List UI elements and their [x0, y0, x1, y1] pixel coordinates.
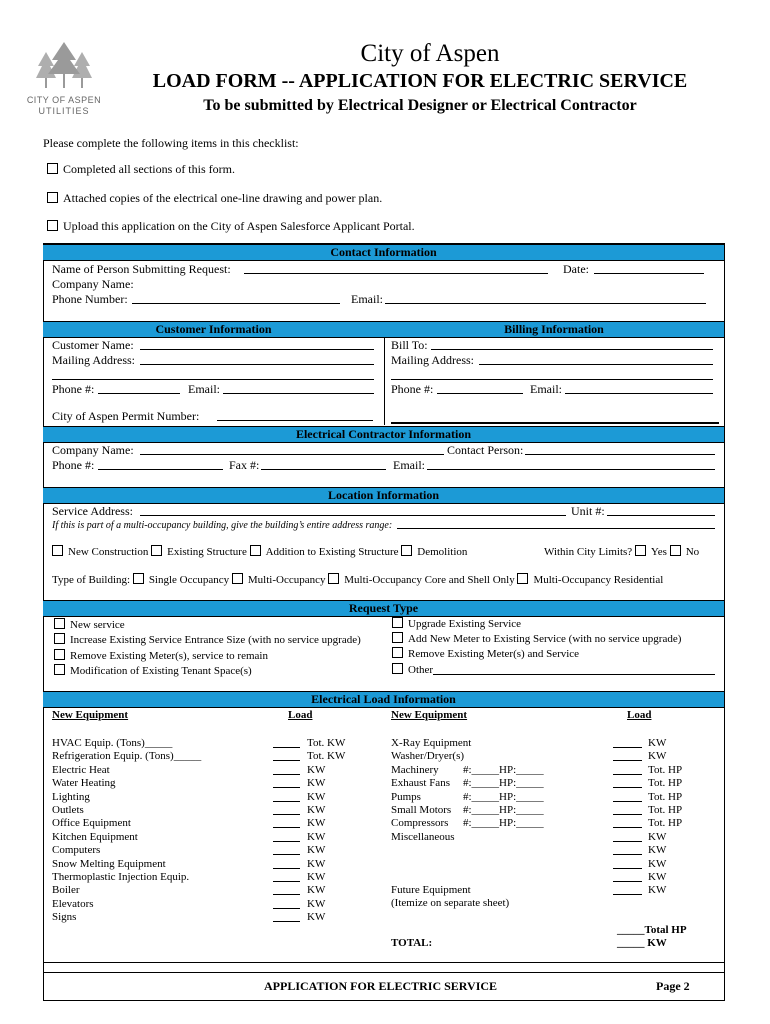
customer-mailing-field-2[interactable] — [52, 379, 374, 380]
load-left-unit: Tot. KW — [307, 750, 346, 763]
load-left-field[interactable] — [273, 854, 300, 855]
load-left-unit: KW — [307, 844, 326, 857]
customer-email-field[interactable] — [223, 393, 374, 394]
load-right-unit: KW — [648, 857, 667, 870]
checkbox[interactable] — [47, 192, 58, 203]
billing-heading: Billing Information — [504, 322, 604, 336]
total-label: TOTAL: — [391, 937, 433, 949]
load-left-field[interactable] — [273, 894, 300, 895]
load-right-field[interactable] — [613, 787, 642, 788]
load-left-unit: KW — [307, 871, 326, 883]
request-other[interactable]: Other — [392, 663, 433, 677]
contact-header: Contact Information — [43, 244, 724, 261]
load-right-col-load: Load — [627, 709, 652, 721]
load-right-unit: KW — [648, 884, 667, 897]
request-remove-meter[interactable]: Remove Existing Meter(s), service to remain — [54, 649, 268, 663]
checklist-intro: Please complete the following items in this checklist: — [43, 136, 299, 150]
billing-to-field[interactable] — [431, 349, 713, 350]
contractor-contact-label: Contact Person: — [447, 443, 524, 457]
load-left-item: Refrigeration Equip. (Tons)_____ — [52, 750, 202, 763]
customer-email-label: Email: — [188, 382, 220, 396]
contractor-fax-label: Fax #: — [229, 458, 260, 472]
load-right-field[interactable] — [613, 801, 642, 802]
load-right-item: Miscellaneous — [391, 830, 455, 843]
billing-mailing-field-2[interactable] — [391, 379, 713, 380]
load-left-unit: Tot. KW — [307, 737, 346, 749]
header-city: City of Aspen — [360, 40, 500, 67]
load-right-item: Exhaust Fans — [391, 777, 450, 790]
service-address-field[interactable] — [140, 515, 566, 516]
address-range-field[interactable] — [397, 528, 715, 529]
unit-field[interactable] — [607, 515, 715, 516]
load-right-field[interactable] — [613, 747, 642, 748]
work-demolition[interactable]: Demolition — [401, 546, 467, 558]
request-increase-service[interactable]: Increase Existing Service Entrance Size (with no service upgrade) — [54, 633, 361, 647]
load-right-unit: KW — [648, 750, 667, 763]
load-right-unit: KW — [648, 844, 667, 857]
checklist-item-3[interactable]: Upload this application on the City of Aspen Salesforce Applicant Portal. — [47, 219, 415, 233]
contractor-email-field[interactable] — [427, 469, 715, 470]
load-left-field[interactable] — [273, 747, 300, 748]
building-single[interactable]: Single Occupancy — [133, 574, 229, 586]
load-right-item: Washer/Dryer(s) — [391, 750, 465, 763]
load-left-col-equipment: New Equipment — [52, 709, 129, 721]
load-left-unit: KW — [307, 830, 326, 843]
customer-heading: Customer Information — [155, 322, 272, 336]
page-subtitle: To be submitted by Electrical Designer or Electrical Contractor — [203, 97, 637, 114]
load-left-item: HVAC Equip. (Tons)_____ — [52, 737, 173, 749]
customer-phone-label: Phone #: — [52, 382, 95, 396]
load-header: Electrical Load Information — [43, 691, 724, 708]
load-right-field[interactable] — [613, 760, 642, 761]
load-right-item: Machinery — [391, 763, 439, 776]
building-multi[interactable]: Multi-Occupancy — [232, 574, 326, 586]
load-right-hp[interactable]: #:_____HP:_____ — [463, 777, 544, 790]
load-left-field[interactable] — [273, 801, 300, 802]
load-right-unit: Tot. HP — [648, 763, 683, 776]
contact-company-label: Company Name: — [52, 277, 134, 291]
load-right-unit: Tot. HP — [648, 817, 683, 830]
contact-date-field[interactable] — [594, 273, 704, 274]
contractor-contact-field[interactable] — [525, 454, 715, 455]
work-type-row — [52, 545, 467, 559]
load-left-item: Boiler — [52, 884, 80, 897]
load-left-unit: KW — [307, 777, 326, 790]
load-right-unit: KW — [648, 737, 667, 749]
load-right-item: Small Motors — [391, 804, 452, 816]
load-right-field[interactable] — [613, 814, 642, 815]
request-add-meter[interactable]: Add New Meter to Existing Service (with no service upgrade) — [392, 632, 681, 646]
building-type-row: Type of Building: Single Occupancy Multi-Occupancy Multi-Occupancy Core and Shell Only Multi-Occupancy Residential — [52, 574, 664, 586]
contractor-company-label: Company Name: — [52, 443, 134, 457]
load-right-unit: KW — [648, 830, 667, 843]
column-divider — [384, 337, 385, 425]
load-right-unit: KW — [648, 871, 667, 883]
billing-phone-label: Phone #: — [391, 382, 434, 396]
customer-permit-label: City of Aspen Permit Number: — [52, 409, 200, 423]
address-range-note: If this is part of a multi-occupancy building, give the building’s entire address range: — [52, 520, 393, 531]
load-left-field[interactable] — [273, 760, 300, 761]
contact-email-label: Email: — [351, 292, 383, 306]
billing-email-label: Email: — [530, 382, 562, 396]
load-right-item: Compressors — [391, 817, 449, 830]
contact-phone-field[interactable] — [132, 303, 340, 304]
logo-line-1: CITY OF ASPEN — [26, 95, 102, 105]
load-right-unit: Tot. HP — [648, 777, 683, 790]
contractor-company-field[interactable] — [140, 454, 444, 455]
work-addition[interactable]: Addition to Existing Structure — [250, 546, 399, 558]
load-left-unit: KW — [307, 857, 326, 870]
load-right-col-equipment: New Equipment — [391, 709, 468, 721]
page-title: LOAD FORM -- APPLICATION FOR ELECTRIC SERVICE — [152, 70, 688, 92]
load-right-field[interactable] — [613, 868, 642, 869]
contact-email-field[interactable] — [385, 303, 706, 304]
request-new-service[interactable]: New service — [54, 618, 125, 632]
customer-name-field[interactable] — [140, 349, 374, 350]
load-left-item: Thermoplastic Injection Equip. — [52, 871, 190, 883]
load-left-field[interactable] — [273, 814, 300, 815]
load-left-field[interactable] — [273, 908, 300, 909]
load-right-field[interactable] — [613, 841, 642, 842]
load-right-field[interactable] — [613, 881, 642, 882]
city-limits-yes[interactable]: Yes — [635, 546, 667, 558]
footer-divider-1 — [43, 962, 724, 963]
billing-mailing-field[interactable] — [479, 364, 713, 365]
load-left-item: Office Equipment — [52, 817, 131, 830]
load-right-item: Pumps — [391, 790, 421, 803]
load-left-unit: KW — [307, 911, 326, 924]
billing-extra-field[interactable] — [391, 422, 719, 424]
load-right-hp[interactable]: #:_____HP:_____ — [463, 817, 544, 830]
load-left-field[interactable] — [273, 774, 300, 775]
load-right-unit: Tot. HP — [648, 790, 683, 803]
load-left-item: Lighting — [52, 790, 90, 803]
load-left-unit: KW — [307, 817, 326, 830]
load-left-item: Signs — [52, 911, 77, 924]
load-left-item: Water Heating — [52, 777, 116, 790]
load-left-field[interactable] — [273, 921, 300, 922]
total-hp-field[interactable]: _____Total HP — [617, 924, 687, 936]
load-left-field[interactable] — [273, 881, 300, 882]
contact-name-field[interactable] — [244, 273, 548, 274]
load-right-hp[interactable]: #:_____HP:_____ — [463, 790, 544, 803]
logo-line-2: UTILITIES — [38, 106, 90, 116]
load-right-field[interactable] — [613, 894, 642, 895]
load-left-item: Kitchen Equipment — [52, 830, 138, 843]
request-remove-meter-service[interactable]: Remove Existing Meter(s) and Service — [392, 647, 579, 661]
billing-mailing-label: Mailing Address: — [391, 353, 474, 367]
city-limits-no[interactable]: No — [670, 546, 699, 558]
contractor-header: Electrical Contractor Information — [43, 426, 724, 443]
load-right-field[interactable] — [613, 774, 642, 775]
load-left-unit: KW — [307, 763, 326, 776]
work-existing-structure[interactable]: Existing Structure — [151, 546, 247, 558]
contact-name-label: Name of Person Submitting Request: — [52, 262, 231, 276]
load-left-item: Electric Heat — [52, 763, 110, 776]
page-number: Page 2 — [656, 979, 690, 993]
customer-phone-field[interactable] — [98, 393, 180, 394]
billing-email-field[interactable] — [565, 393, 713, 394]
load-right-field[interactable] — [613, 827, 642, 828]
itemize-note: (Itemize on separate sheet) — [391, 897, 510, 909]
request-modification[interactable]: Modification of Existing Tenant Space(s) — [54, 664, 252, 678]
building-core-shell[interactable]: Multi-Occupancy Core and Shell Only — [328, 574, 514, 586]
load-left-field[interactable] — [273, 827, 300, 828]
load-left-unit: KW — [307, 790, 326, 803]
city-limits-row: Within City Limits? Yes No — [544, 546, 700, 558]
load-left-col-load: Load — [288, 709, 313, 721]
customer-permit-field[interactable] — [217, 420, 373, 421]
request-upgrade-service[interactable]: Upgrade Existing Service — [392, 617, 521, 631]
load-left-field[interactable] — [273, 868, 300, 869]
load-right-unit: Tot. HP — [648, 804, 683, 816]
building-residential[interactable]: Multi-Occupancy Residential — [517, 574, 663, 586]
load-left-field[interactable] — [273, 841, 300, 842]
load-right-hp[interactable]: #:_____HP:_____ — [463, 763, 544, 776]
unit-label: Unit #: — [571, 504, 605, 518]
billing-phone-field[interactable] — [437, 393, 523, 394]
load-left-unit: KW — [307, 897, 326, 910]
load-left-item: Outlets — [52, 804, 84, 816]
load-right-item: Future Equipment — [391, 884, 471, 897]
load-left-item: Elevators — [52, 897, 94, 910]
footer-divider-2 — [43, 972, 724, 973]
customer-mailing-label: Mailing Address: — [52, 353, 135, 367]
footer-title: APPLICATION FOR ELECTRIC SERVICE — [264, 979, 498, 993]
customer-billing-header — [43, 321, 724, 338]
contractor-phone-label: Phone #: — [52, 458, 95, 472]
checklist-item-1[interactable]: Completed all sections of this form. — [47, 162, 235, 176]
contact-phone-label: Phone Number: — [52, 292, 128, 306]
checkbox[interactable] — [47, 163, 58, 174]
load-right-item: X-Ray Equipment — [391, 737, 472, 749]
load-right-hp[interactable]: #:_____HP:_____ — [463, 804, 544, 816]
contact-date-label: Date: — [563, 262, 589, 276]
load-left-unit: KW — [307, 884, 326, 897]
request-header: Request Type — [43, 600, 724, 617]
contractor-fax-field[interactable] — [261, 469, 386, 470]
work-new-construction[interactable]: New Construction — [52, 546, 148, 558]
location-header: Location Information — [43, 487, 724, 504]
customer-mailing-field[interactable] — [140, 364, 374, 365]
checkbox[interactable] — [47, 220, 58, 231]
total-kw-field[interactable]: _____ KW — [617, 937, 667, 949]
load-left-unit: KW — [307, 804, 326, 816]
checklist-item-2[interactable]: Attached copies of the electrical one-line drawing and power plan. — [47, 191, 382, 205]
load-right-field[interactable] — [613, 854, 642, 855]
contractor-phone-field[interactable] — [98, 469, 223, 470]
customer-name-label: Customer Name: — [52, 338, 134, 352]
billing-to-label: Bill To: — [391, 338, 428, 352]
load-left-item: Snow Melting Equipment — [52, 857, 166, 870]
request-other-field[interactable] — [433, 674, 715, 675]
contractor-email-label: Email: — [393, 458, 425, 472]
load-left-field[interactable] — [273, 787, 300, 788]
load-left-item: Computers — [52, 844, 101, 857]
service-address-label: Service Address: — [52, 504, 133, 518]
